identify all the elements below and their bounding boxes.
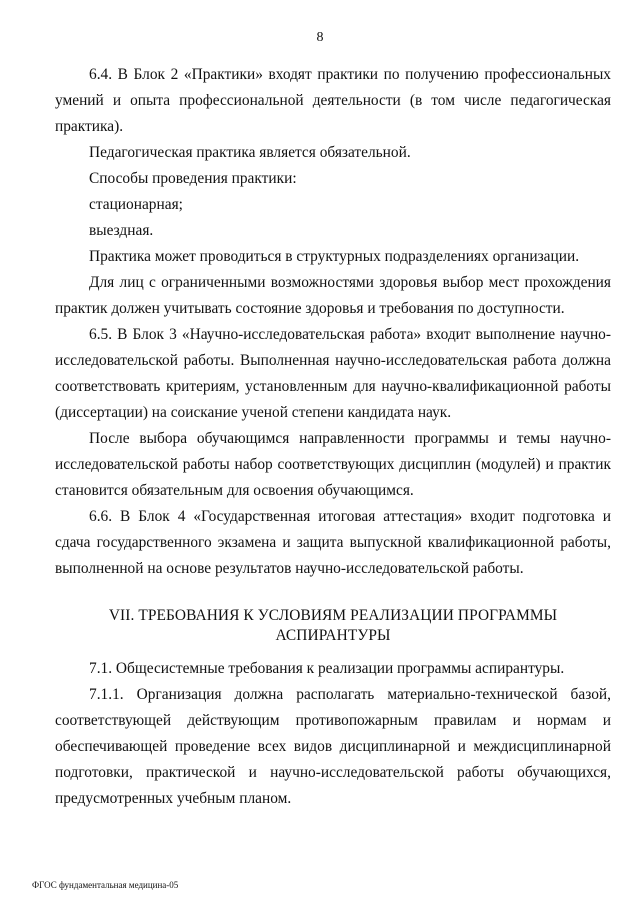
paragraph-practice-location: Практика может проводиться в структурных подразделениях организации. xyxy=(89,248,580,265)
paragraph-6-5: 6.5. В Блок 3 «Научно-исследовательская работа» входит выполнение научно-исследовательской работы. Выполненная научно-исследовательская работа должна соответствовать критериям, установленным для научно-квалификационной работы (диссертации) на соискание ученой степени кандидата наук. xyxy=(55,326,611,421)
footer-label: ФГОС фундаментальная медицина-05 xyxy=(32,880,179,890)
paragraph-practice-mandatory: Педагогическая практика является обязательной. xyxy=(89,144,411,161)
section-heading xyxy=(55,606,611,646)
section-heading-line-2: АСПИРАНТУРЫ xyxy=(275,627,391,644)
paragraph-disabilities: Для лиц с ограниченными возможностями здоровья выбор мест прохождения практик должен учитывать состояние здоровья и требования по доступности. xyxy=(55,274,611,317)
paragraph-7-1: 7.1. Общесистемные требования к реализации программы аспирантуры. xyxy=(89,660,565,677)
page-number: 8 xyxy=(316,30,324,45)
list-item-field: выездная. xyxy=(89,222,154,239)
paragraph-direction-choice: После выбора обучающимся направленности программы и темы научно-исследовательской работы набор соответствующих дисциплин (модулей) и практик становится обязательным для освоения обучающимся. xyxy=(55,430,611,499)
paragraph-6-6: 6.6. В Блок 4 «Государственная итоговая аттестация» входит подготовка и сдача государственного экзамена и защита выпускной квалификационной работы, выполненной на основе результатов научно-исследовательской работы. xyxy=(55,508,611,577)
page-body xyxy=(55,62,611,812)
paragraph-7-1-1: 7.1.1. Организация должна располагать материально-технической базой, соответствующей действующим противопожарным правилам и нормам и обеспечивающей проведение всех видов дисциплинарной и междисциплинарной подготовки, практической и научно-исследовательской работы обучающихся, предусмотренных учебным планом. xyxy=(55,686,611,807)
paragraph-6-4: 6.4. В Блок 2 «Практики» входят практики по получению профессиональных умений и опыта профессиональной деятельности (в том числе педагогическая практика). xyxy=(55,66,611,135)
section-heading-line-1: VII. ТРЕБОВАНИЯ К УСЛОВИЯМ РЕАЛИЗАЦИИ ПРОГРАММЫ xyxy=(108,607,558,624)
paragraph-practice-methods: Способы проведения практики: xyxy=(89,170,297,187)
list-item-stationary: стационарная; xyxy=(89,196,183,213)
